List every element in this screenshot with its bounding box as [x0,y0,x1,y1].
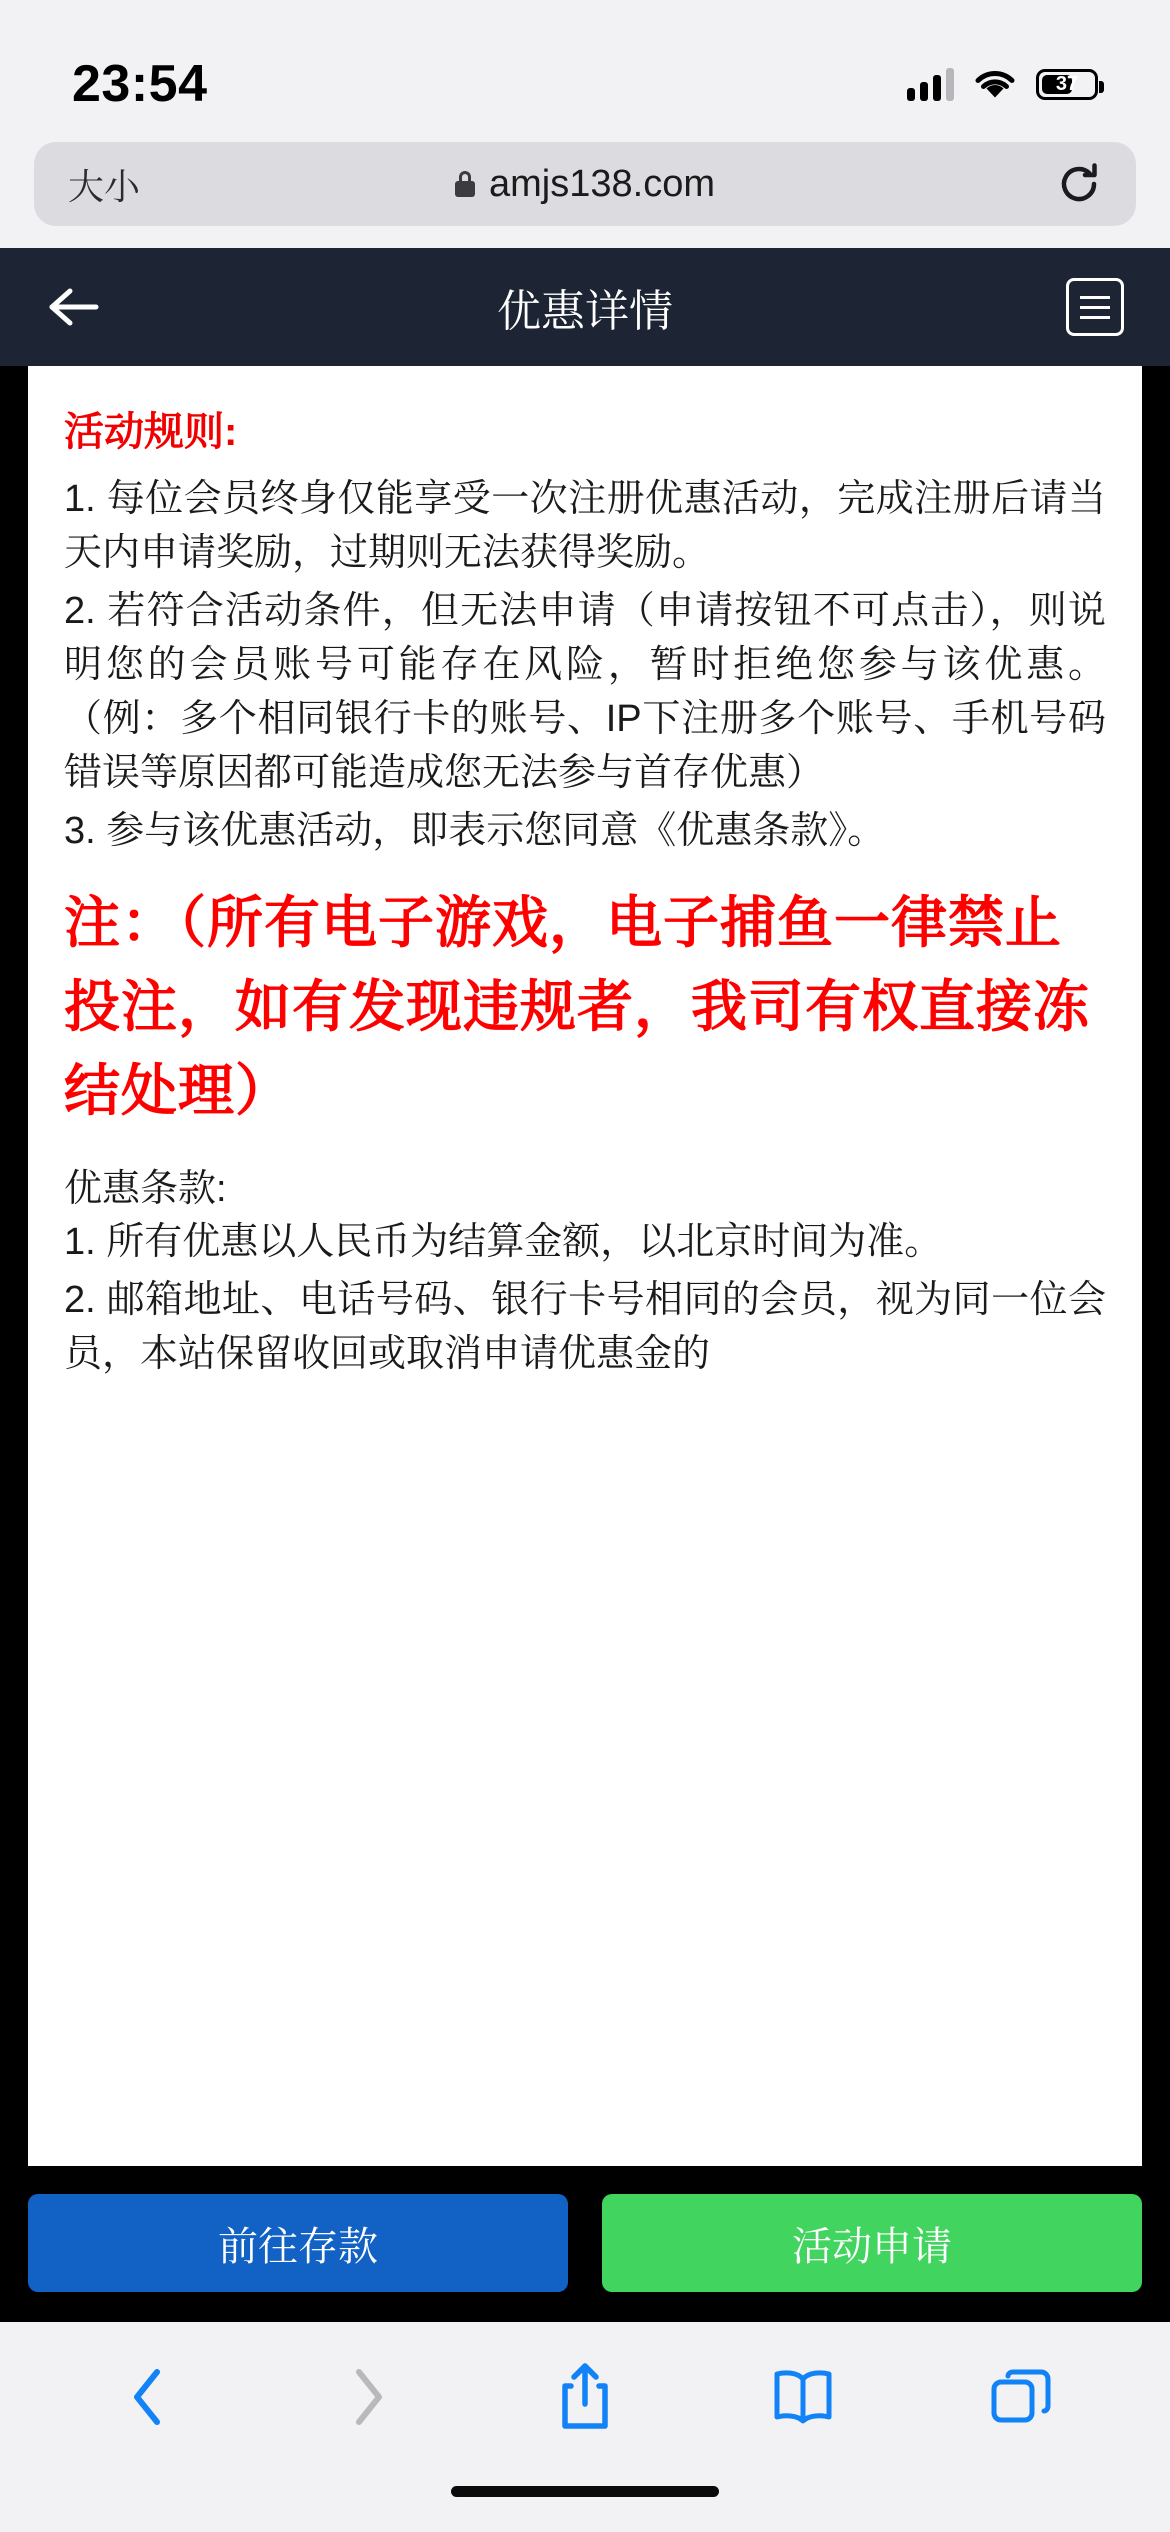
page-title: 优惠详情 [497,287,673,336]
lock-icon [455,171,475,197]
share-icon[interactable] [550,2362,620,2432]
app-header [0,248,1170,366]
cellular-signal-icon [907,67,954,101]
battery-percent: 37 [1055,72,1079,95]
home-indicator[interactable] [451,2486,719,2497]
browser-toolbar [0,2322,1170,2472]
browser-url-bar-container [0,142,1170,248]
deposit-button[interactable]: 前往存款 [28,2194,568,2292]
chevron-left-icon[interactable] [114,2362,184,2432]
terms-title: 优惠条款: [64,1167,227,1210]
rule-item: 1. 每位会员终身仅能享受一次注册优惠活动，完成注册后请当天内申请奖励，过期则无法获得奖励。 [64,478,1106,574]
status-bar [0,0,1170,142]
action-button-row [28,2166,1142,2322]
list-menu-icon[interactable] [1066,278,1124,336]
battery-icon [1036,69,1098,100]
rule-item: 2. 若符合活动条件，但无法申请（申请按钮不可点击），则说明您的会员账号可能存在风险，暂时拒绝您参与该优惠。（例：多个相同银行卡的账号、IP下注册多个账号、手机号码错误等原因都可能造成您无法参与首存优惠） [64,589,1106,794]
rules-title: 活动规则: [64,410,238,454]
notice-text: 注：（所有电子游戏，电子捕鱼一律禁止投注，如有发现违规者，我司有权直接冻结处理） [64,890,1090,1122]
reload-icon[interactable] [1056,161,1102,207]
status-indicators [907,67,1098,101]
chevron-right-icon [332,2362,402,2432]
term-item: 1. 所有优惠以人民币为结算金额，以北京时间为准。 [64,1220,943,1263]
home-indicator-area [0,2472,1170,2532]
arrow-left-icon[interactable] [46,279,102,335]
tabs-icon[interactable] [986,2362,1056,2432]
wifi-icon [972,67,1018,101]
url-domain-text: amjs138.com [489,162,715,205]
rule-item: 3. 参与该优惠活动，即表示您同意《优惠条款》。 [64,809,886,852]
text-size-button[interactable]: 大小 [68,165,141,207]
content-area [0,366,1170,2322]
status-clock: 23:54 [72,55,208,113]
book-icon[interactable] [768,2362,838,2432]
browser-url-bar[interactable] [34,142,1136,226]
apply-button[interactable]: 活动申请 [602,2194,1142,2292]
term-item: 2. 邮箱地址、电话号码、银行卡号相同的会员，视为同一位会员，本站保留收回或取消申请优惠金的 [64,1278,1106,1375]
promotion-detail-card [28,366,1142,2166]
